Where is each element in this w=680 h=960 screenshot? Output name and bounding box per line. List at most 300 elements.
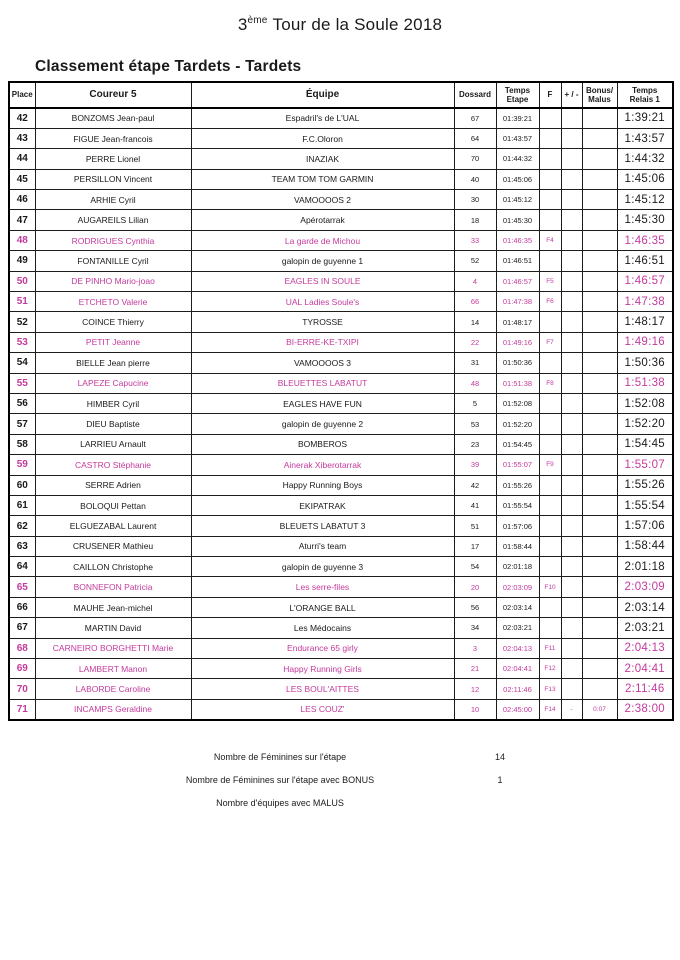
bib-number-cell: 3 (454, 638, 496, 658)
place-cell: 46 (9, 190, 35, 210)
stage-time-cell: 02:03:14 (496, 597, 539, 617)
runner-name-cell: MARTIN David (35, 618, 191, 638)
summary-line (0, 746, 680, 769)
table-row (9, 679, 673, 699)
header-bonus-malus: Bonus/ Malus (582, 82, 617, 108)
bonus-malus-cell (582, 149, 617, 169)
relay-time-cell: 2:04:13 (617, 638, 673, 658)
plus-minus-cell (561, 353, 582, 373)
place-cell: 49 (9, 251, 35, 271)
page-title (0, 0, 680, 35)
bib-number-cell: 56 (454, 597, 496, 617)
relay-time-cell: 1:46:35 (617, 230, 673, 250)
bonus-malus-cell (582, 597, 617, 617)
bonus-malus-cell (582, 618, 617, 638)
team-cell: TEAM TOM TOM GARMIN (191, 169, 454, 189)
stage-time-cell: 01:44:32 (496, 149, 539, 169)
bonus-malus-cell (582, 169, 617, 189)
plus-minus-cell (561, 373, 582, 393)
bonus-malus-cell (582, 434, 617, 454)
runner-name-cell: LABORDE Caroline (35, 679, 191, 699)
female-rank-cell: F10 (539, 577, 561, 597)
place-cell: 69 (9, 659, 35, 679)
relay-time-cell: 1:49:16 (617, 332, 673, 352)
relay-time-cell: 2:03:14 (617, 597, 673, 617)
runner-name-cell: BOLOQUI Pettan (35, 495, 191, 515)
header-plus-minus: + / - (561, 82, 582, 108)
place-cell: 48 (9, 230, 35, 250)
bib-number-cell: 12 (454, 679, 496, 699)
header-place: Place (9, 82, 35, 108)
bonus-malus-cell (582, 516, 617, 536)
place-cell: 43 (9, 128, 35, 148)
female-rank-cell: F11 (539, 638, 561, 658)
table-row (9, 434, 673, 454)
relay-time-cell: 2:03:21 (617, 618, 673, 638)
relay-time-cell: 1:57:06 (617, 516, 673, 536)
bonus-malus-cell (582, 638, 617, 658)
place-cell: 62 (9, 516, 35, 536)
female-rank-cell (539, 516, 561, 536)
female-rank-cell (539, 353, 561, 373)
plus-minus-cell (561, 455, 582, 475)
place-cell: 64 (9, 557, 35, 577)
bonus-malus-cell (582, 495, 617, 515)
relay-time-cell: 1:58:44 (617, 536, 673, 556)
summary-line (0, 792, 680, 815)
plus-minus-cell (561, 230, 582, 250)
stage-time-cell: 02:04:41 (496, 659, 539, 679)
female-rank-cell (539, 108, 561, 128)
bib-number-cell: 21 (454, 659, 496, 679)
relay-time-cell: 1:45:12 (617, 190, 673, 210)
plus-minus-cell (561, 128, 582, 148)
team-cell: Aturri's team (191, 536, 454, 556)
relay-time-cell: 1:52:08 (617, 393, 673, 413)
relay-time-cell: 1:51:38 (617, 373, 673, 393)
bonus-malus-cell (582, 128, 617, 148)
team-cell: Ainerak Xiberotarrak (191, 455, 454, 475)
table-row (9, 149, 673, 169)
bib-number-cell: 22 (454, 332, 496, 352)
place-cell: 58 (9, 434, 35, 454)
plus-minus-cell (561, 169, 582, 189)
bib-number-cell: 31 (454, 353, 496, 373)
table-row (9, 373, 673, 393)
plus-minus-cell (561, 251, 582, 271)
plus-minus-cell (561, 414, 582, 434)
female-rank-cell (539, 393, 561, 413)
team-cell: galopin de guyenne 2 (191, 414, 454, 434)
bonus-malus-cell (582, 373, 617, 393)
stage-time-cell: 01:58:44 (496, 536, 539, 556)
female-rank-cell (539, 251, 561, 271)
team-cell: Endurance 65 girly (191, 638, 454, 658)
team-cell: galopin de guyenne 1 (191, 251, 454, 271)
plus-minus-cell (561, 475, 582, 495)
relay-time-cell: 2:11:46 (617, 679, 673, 699)
bonus-malus-cell (582, 108, 617, 128)
stage-time-cell: 02:04:13 (496, 638, 539, 658)
relay-time-cell: 1:55:07 (617, 455, 673, 475)
team-cell: LES COUZ' (191, 699, 454, 719)
bonus-malus-cell (582, 230, 617, 250)
female-rank-cell (539, 190, 561, 210)
team-cell: BOMBEROS (191, 434, 454, 454)
stage-time-cell: 01:51:38 (496, 373, 539, 393)
relay-time-cell: 2:01:18 (617, 557, 673, 577)
stage-time-cell: 01:46:51 (496, 251, 539, 271)
table-row (9, 455, 673, 475)
place-cell: 44 (9, 149, 35, 169)
bib-number-cell: 10 (454, 699, 496, 719)
bib-number-cell: 52 (454, 251, 496, 271)
relay-time-cell: 2:04:41 (617, 659, 673, 679)
relay-time-cell: 1:54:45 (617, 434, 673, 454)
title-text: Tour de la Soule 2018 (272, 15, 443, 34)
team-cell: BLEUETS LABATUT 3 (191, 516, 454, 536)
bib-number-cell: 41 (454, 495, 496, 515)
runner-name-cell: LAMBERT Manon (35, 659, 191, 679)
bonus-malus-cell (582, 332, 617, 352)
stage-time-cell: 01:57:06 (496, 516, 539, 536)
table-row (9, 169, 673, 189)
female-rank-cell (539, 169, 561, 189)
table-row (9, 414, 673, 434)
stage-time-cell: 01:55:54 (496, 495, 539, 515)
female-rank-cell (539, 536, 561, 556)
header-coureur: Coureur 5 (35, 82, 191, 108)
bib-number-cell: 40 (454, 169, 496, 189)
female-rank-cell: F8 (539, 373, 561, 393)
stage-time-cell: 02:03:21 (496, 618, 539, 638)
table-row (9, 210, 673, 230)
summary-value: 14 (494, 752, 505, 763)
runner-name-cell: CAILLON Christophe (35, 557, 191, 577)
title-number: 3 (237, 15, 248, 34)
runner-name-cell: BONZOMS Jean-paul (35, 108, 191, 128)
table-row (9, 353, 673, 373)
runner-name-cell: ARHIE Cyril (35, 190, 191, 210)
table-row (9, 292, 673, 312)
female-rank-cell: F13 (539, 679, 561, 699)
bib-number-cell: 14 (454, 312, 496, 332)
relay-time-cell: 1:55:26 (617, 475, 673, 495)
title-ordinal: ème (247, 15, 268, 27)
bonus-malus-cell (582, 679, 617, 699)
relay-time-cell: 1:50:36 (617, 353, 673, 373)
team-cell: galopin de guyenne 3 (191, 557, 454, 577)
plus-minus-cell (561, 557, 582, 577)
runner-name-cell: RODRIGUES Cynthia (35, 230, 191, 250)
relay-time-cell: 1:45:30 (617, 210, 673, 230)
relay-time-cell: 1:45:06 (617, 169, 673, 189)
table-header-row (9, 82, 673, 108)
place-cell: 67 (9, 618, 35, 638)
bib-number-cell: 4 (454, 271, 496, 291)
female-rank-cell (539, 597, 561, 617)
plus-minus-cell (561, 679, 582, 699)
place-cell: 50 (9, 271, 35, 291)
bib-number-cell: 23 (454, 434, 496, 454)
stage-time-cell: 01:45:06 (496, 169, 539, 189)
bonus-malus-cell (582, 577, 617, 597)
plus-minus-cell (561, 659, 582, 679)
runner-name-cell: BONNEFON Patricia (35, 577, 191, 597)
summary-value: 1 (497, 775, 503, 786)
table-row (9, 577, 673, 597)
relay-time-cell: 1:46:51 (617, 251, 673, 271)
runner-name-cell: BIELLE Jean pierre (35, 353, 191, 373)
plus-minus-cell (561, 516, 582, 536)
stage-time-cell: 01:47:38 (496, 292, 539, 312)
female-rank-cell (539, 495, 561, 515)
relay-time-cell: 2:38:00 (617, 699, 673, 719)
place-cell: 65 (9, 577, 35, 597)
female-rank-cell (539, 475, 561, 495)
plus-minus-cell (561, 434, 582, 454)
table-row (9, 251, 673, 271)
female-rank-cell: F4 (539, 230, 561, 250)
team-cell: EAGLES IN SOULE (191, 271, 454, 291)
table-row (9, 190, 673, 210)
table-row (9, 475, 673, 495)
runner-name-cell: LAPEZE Capucine (35, 373, 191, 393)
runner-name-cell: AUGAREILS Lilian (35, 210, 191, 230)
place-cell: 71 (9, 699, 35, 719)
runner-name-cell: FONTANILLE Cyril (35, 251, 191, 271)
bonus-malus-cell: 0:07 (582, 699, 617, 719)
relay-time-cell: 1:47:38 (617, 292, 673, 312)
place-cell: 56 (9, 393, 35, 413)
table-row (9, 271, 673, 291)
runner-name-cell: FIGUE Jean-francois (35, 128, 191, 148)
place-cell: 66 (9, 597, 35, 617)
bib-number-cell: 42 (454, 475, 496, 495)
female-rank-cell: F14 (539, 699, 561, 719)
plus-minus-cell: - (561, 699, 582, 719)
stage-time-cell: 01:52:08 (496, 393, 539, 413)
place-cell: 51 (9, 292, 35, 312)
bonus-malus-cell (582, 251, 617, 271)
female-rank-cell: F9 (539, 455, 561, 475)
summary-label: Nombre de Féminines sur l'étape avec BONUS (185, 775, 375, 786)
bib-number-cell: 39 (454, 455, 496, 475)
bib-number-cell: 20 (454, 577, 496, 597)
bonus-malus-cell (582, 292, 617, 312)
plus-minus-cell (561, 190, 582, 210)
relay-time-cell: 1:48:17 (617, 312, 673, 332)
bonus-malus-cell (582, 659, 617, 679)
bonus-malus-cell (582, 475, 617, 495)
table-row (9, 659, 673, 679)
bonus-malus-cell (582, 536, 617, 556)
place-cell: 60 (9, 475, 35, 495)
runner-name-cell: DIEU Baptiste (35, 414, 191, 434)
relay-time-cell: 1:43:57 (617, 128, 673, 148)
bib-number-cell: 66 (454, 292, 496, 312)
header-temps-relais: Temps Relais 1 (617, 82, 673, 108)
bib-number-cell: 54 (454, 557, 496, 577)
plus-minus-cell (561, 210, 582, 230)
stage-time-cell: 02:45:00 (496, 699, 539, 719)
bib-number-cell: 30 (454, 190, 496, 210)
runner-name-cell: CRUSENER Mathieu (35, 536, 191, 556)
plus-minus-cell (561, 597, 582, 617)
team-cell: Apérotarrak (191, 210, 454, 230)
bonus-malus-cell (582, 557, 617, 577)
team-cell: BLEUETTES LABATUT (191, 373, 454, 393)
stage-time-cell: 01:55:07 (496, 455, 539, 475)
team-cell: UAL Ladies Soule's (191, 292, 454, 312)
runner-name-cell: MAUHE Jean-michel (35, 597, 191, 617)
table-row (9, 332, 673, 352)
plus-minus-cell (561, 393, 582, 413)
runner-name-cell: ELGUEZABAL Laurent (35, 516, 191, 536)
plus-minus-cell (561, 108, 582, 128)
place-cell: 47 (9, 210, 35, 230)
place-cell: 57 (9, 414, 35, 434)
bib-number-cell: 5 (454, 393, 496, 413)
plus-minus-cell (561, 271, 582, 291)
summary-label: Nombre d'équipes avec MALUS (216, 798, 344, 809)
summary-line (0, 769, 680, 792)
team-cell: INAZIAK (191, 149, 454, 169)
header-equipe: Équipe (191, 82, 454, 108)
table-row (9, 516, 673, 536)
plus-minus-cell (561, 536, 582, 556)
plus-minus-cell (561, 577, 582, 597)
table-row (9, 393, 673, 413)
stage-ranking-heading: Classement étape Tardets - Tardets (35, 58, 302, 75)
relay-time-cell: 1:55:54 (617, 495, 673, 515)
table-row (9, 597, 673, 617)
relay-time-cell: 1:44:32 (617, 149, 673, 169)
summary-section (0, 746, 680, 815)
plus-minus-cell (561, 332, 582, 352)
runner-name-cell: COINCE Thierry (35, 312, 191, 332)
female-rank-cell (539, 210, 561, 230)
runner-name-cell: DE PINHO Mario-joao (35, 271, 191, 291)
bonus-malus-cell (582, 455, 617, 475)
runner-name-cell: INCAMPS Geraldine (35, 699, 191, 719)
team-cell: VAMOOOOS 2 (191, 190, 454, 210)
bib-number-cell: 51 (454, 516, 496, 536)
table-row (9, 230, 673, 250)
plus-minus-cell (561, 618, 582, 638)
bonus-malus-cell (582, 353, 617, 373)
stage-time-cell: 01:55:26 (496, 475, 539, 495)
runner-name-cell: SERRE Adrien (35, 475, 191, 495)
plus-minus-cell (561, 149, 582, 169)
place-cell: 45 (9, 169, 35, 189)
stage-time-cell: 02:03:09 (496, 577, 539, 597)
plus-minus-cell (561, 312, 582, 332)
female-rank-cell: F6 (539, 292, 561, 312)
female-rank-cell (539, 128, 561, 148)
stage-time-cell: 01:43:57 (496, 128, 539, 148)
runner-name-cell: CASTRO Stéphanie (35, 455, 191, 475)
bib-number-cell: 18 (454, 210, 496, 230)
bib-number-cell: 17 (454, 536, 496, 556)
female-rank-cell: F12 (539, 659, 561, 679)
plus-minus-cell (561, 495, 582, 515)
team-cell: LES BOUL'AITTES (191, 679, 454, 699)
place-cell: 53 (9, 332, 35, 352)
header-temps-etape: Temps Etape (496, 82, 539, 108)
bonus-malus-cell (582, 190, 617, 210)
bib-number-cell: 34 (454, 618, 496, 638)
relay-time-cell: 2:03:09 (617, 577, 673, 597)
runner-name-cell: HIMBER Cyril (35, 393, 191, 413)
table-row (9, 557, 673, 577)
stage-time-cell: 02:11:46 (496, 679, 539, 699)
relay-time-cell: 1:46:57 (617, 271, 673, 291)
team-cell: TYROSSE (191, 312, 454, 332)
bonus-malus-cell (582, 414, 617, 434)
bib-number-cell: 53 (454, 414, 496, 434)
relay-time-cell: 1:39:21 (617, 108, 673, 128)
plus-minus-cell (561, 292, 582, 312)
results-table (8, 81, 674, 721)
stage-time-cell: 01:52:20 (496, 414, 539, 434)
table-row (9, 108, 673, 128)
stage-time-cell: 01:45:30 (496, 210, 539, 230)
stage-time-cell: 01:46:35 (496, 230, 539, 250)
table-row (9, 495, 673, 515)
place-cell: 63 (9, 536, 35, 556)
plus-minus-cell (561, 638, 582, 658)
stage-time-cell: 01:46:57 (496, 271, 539, 291)
header-dossard: Dossard (454, 82, 496, 108)
table-row (9, 312, 673, 332)
place-cell: 59 (9, 455, 35, 475)
table-row (9, 638, 673, 658)
bonus-malus-cell (582, 210, 617, 230)
female-rank-cell (539, 414, 561, 434)
summary-label: Nombre de Féminines sur l'étape (213, 752, 347, 763)
bib-number-cell: 33 (454, 230, 496, 250)
table-row (9, 536, 673, 556)
female-rank-cell: F7 (539, 332, 561, 352)
bib-number-cell: 67 (454, 108, 496, 128)
place-cell: 42 (9, 108, 35, 128)
bib-number-cell: 48 (454, 373, 496, 393)
team-cell: Happy Running Girls (191, 659, 454, 679)
runner-name-cell: CARNEIRO BORGHETTI Marie (35, 638, 191, 658)
stage-time-cell: 01:50:36 (496, 353, 539, 373)
team-cell: L'ORANGE BALL (191, 597, 454, 617)
female-rank-cell: F5 (539, 271, 561, 291)
place-cell: 54 (9, 353, 35, 373)
bib-number-cell: 70 (454, 149, 496, 169)
female-rank-cell (539, 557, 561, 577)
stage-time-cell: 01:49:16 (496, 332, 539, 352)
stage-time-cell: 01:45:12 (496, 190, 539, 210)
place-cell: 61 (9, 495, 35, 515)
team-cell: EKIPATRAK (191, 495, 454, 515)
female-rank-cell (539, 149, 561, 169)
place-cell: 52 (9, 312, 35, 332)
team-cell: BI-ERRE-KE-TXIPI (191, 332, 454, 352)
stage-time-cell: 01:54:45 (496, 434, 539, 454)
runner-name-cell: ETCHETO Valerie (35, 292, 191, 312)
header-f: F (539, 82, 561, 108)
team-cell: Happy Running Boys (191, 475, 454, 495)
team-cell: La garde de Michou (191, 230, 454, 250)
stage-time-cell: 02:01:18 (496, 557, 539, 577)
table-row (9, 699, 673, 719)
